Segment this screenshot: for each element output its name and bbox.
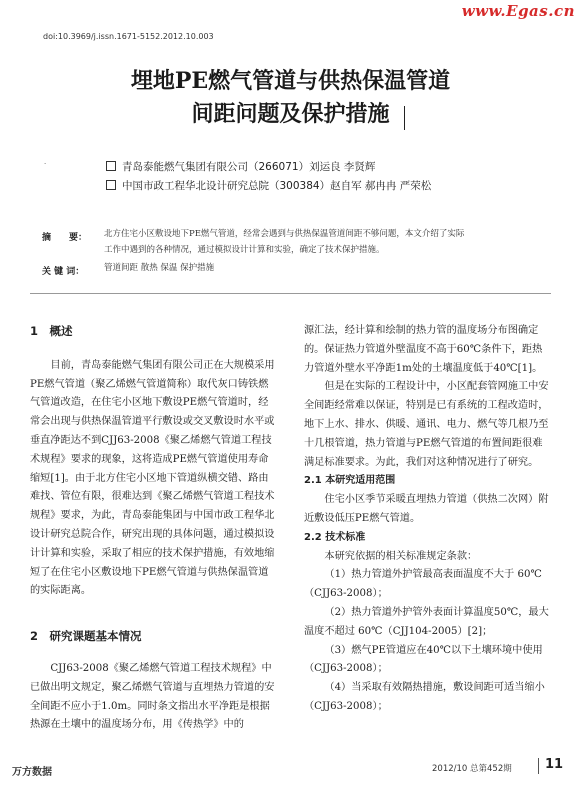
subsection-2-2-heading: 2.2 技术标准 [304,531,366,543]
square-bullet-icon [106,180,116,190]
author-affiliation-2-text: 中国市政工程华北设计研究总院（300384）赵自军 郝冉冉 严荣松 [122,180,432,192]
abstract-line-1: 北方住宅小区敷设地下PE燃气管道，经常会遇到与供热保温管道间距不够问题，本文介绍了实际 [104,229,465,239]
keywords-text: 管道间距 散热 保温 保护措施 [104,263,215,273]
standard-item-1: （1）热力管道外护管最高表面温度不大于 60℃（CJJ63-2008）； [304,569,542,600]
right-paragraph-4: 本研究依据的相关标准规定条款： [324,550,478,562]
standard-item-4: （4）当采取有效隔热措施，敷设间距可适当缩小（CJJ63-2008）； [304,682,545,712]
section-2-paragraph: CJJ63-2008《聚乙烯燃气管道工程技术规程》中已做出明文规定，聚乙烯燃气管道与直埋热力管道的安全间距不应小于1.0m。同时条文指出水平净距是根据热源在土壤中的温度场分布，用《传热学》中的 [30,662,275,731]
section-1-heading: 1 概述 [30,324,73,338]
right-column [304,322,551,717]
subsection-2-1-heading: 2.1 本研究适用范围 [304,475,396,487]
right-paragraph-3: 住宅小区季节采暖直埋热力管道（供热二次网）附近敷设低压PE燃气管道。 [304,494,549,524]
keywords-label: 关 键 词： [42,267,85,277]
watermark-logo: www.Egas.cn [461,2,575,20]
article-title-line-1: 埋地PE燃气管道与供热保温管道 [130,68,451,94]
abstract-line-2: 工作中遇到的各种情况，通过模拟设计计算和实验，确定了技术保护措施。 [104,245,385,255]
left-column [30,322,277,735]
standard-item-2: （2）热力管道外护管外表面计算温度50℃，最大温度不超过 60℃（CJJ104-2005）[2]； [304,606,549,637]
author-affiliation-2 [106,178,431,193]
section-2-heading: 2 研究课题基本情况 [30,629,142,644]
doi-line: doi:10.3969/j.issn.1671-5152.2012.10.003 [43,32,214,41]
right-paragraph-2: 但是在实际的工程设计中，小区配套管网施工中安全间距经常难以保证，特别是已有系统的工程改造时，地下上水、排水、供暖、通讯、电力、燃气等几根乃至十几根管道，热力管道与PE燃气管道的布置间距很难满足标准要求。为此，我们对这种情况进行了研究。 [304,381,549,468]
abstract-text [104,226,544,258]
text-cursor [404,106,405,130]
footer-brand: 万方数据 [12,767,52,778]
abstract-label: 摘 要： [42,233,88,243]
right-paragraph-1: 源汇法，经计算和绘制的热力管的温度场分布图确定的。保证热力管道外壁温度不高于60℃条件下，距热力管道外壁水平净距1m处的土壤温度低于40℃[1]。 [304,325,543,374]
margin-dot-icon: · [44,160,47,168]
section-1-paragraph: 目前，青岛泰能燃气集团有限公司正在大规模采用PE燃气管道（聚乙烯燃气管道简称）取代灰口铸铁燃气管道改造，在住宅小区地下敷设PE燃气管道时，经常会出现与供热保温管道平行敷设或交叉敷设时水平或垂直净距达不到CJJ63-2008《聚乙烯燃气管道工程技术规程》要求的现象，这将造成PE燃气管道使用寿命缩短[1]。由于北方住宅小区地下管道纵横交错、路由难找、管位有限，很难达到《聚乙烯燃气管道工程技术规程》要求，为此，青岛泰能集团与中国市政工程华北设计研究总院合作，研究出现的具体问题，通过模拟设计计算和实验，采取了相应的技术保护措施，有效地缩短了在住宅小区敷设地下PE燃气管道与供热保温管道的实际距离。 [30,359,275,597]
author-affiliation-1 [106,159,375,174]
square-bullet-icon [106,161,116,171]
footer-issue: 2012/10 总第452期 [432,764,512,774]
footer-separator [538,758,539,774]
page-number: 11 [545,757,564,772]
standard-item-3: （3）燃气PE管道应在40℃以下土壤环境中使用（CJJ63-2008）； [304,644,543,675]
section-divider [30,293,551,294]
article-title-line-2: 间距问题及保护措施 [191,101,390,127]
author-affiliation-1-text: 青岛泰能燃气集团有限公司（266071）刘运良 李贤辉 [122,161,376,173]
